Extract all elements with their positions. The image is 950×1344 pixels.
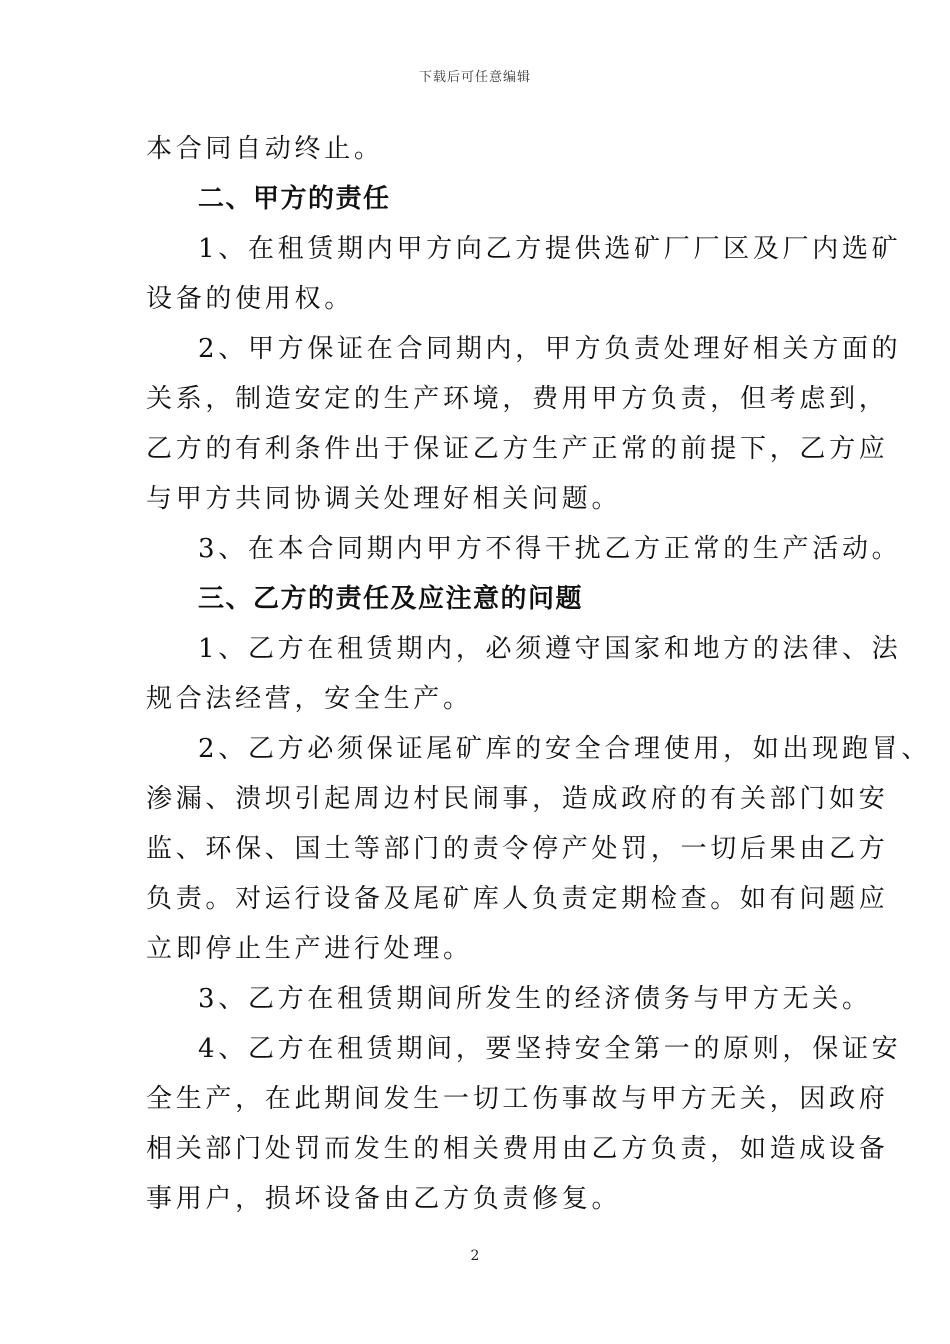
paragraph-line: 监、环保、国土等部门的责令停产处罚，一切后果由乙方 bbox=[146, 834, 889, 864]
paragraph-line: 立即停止生产进行处理。 bbox=[146, 934, 473, 964]
paragraph-line: 全生产，在此期间发生一切工伤事故与甲方无关，因政府 bbox=[146, 1084, 889, 1114]
paragraph-line: 2、甲方保证在合同期内，甲方负责处理好相关方面的 bbox=[198, 334, 902, 364]
paragraph-line: 设备的使用权。 bbox=[146, 284, 354, 314]
paragraph-line: 1、在租赁期内甲方向乙方提供选矿厂厂区及厂内选矿 bbox=[198, 234, 902, 264]
paragraph-line: 乙方的有利条件出于保证乙方生产正常的前提下，乙方应 bbox=[146, 434, 889, 464]
paragraph-line: 3、乙方在租赁期间所发生的经济债务与甲方无关。 bbox=[198, 984, 872, 1014]
paragraph-line: 本合同自动终止。 bbox=[146, 134, 384, 164]
paragraph-line: 1、乙方在租赁期内，必须遵守国家和地方的法律、法 bbox=[198, 634, 902, 664]
paragraph-line: 负责。对运行设备及尾矿库人负责定期检查。如有问题应 bbox=[146, 884, 889, 914]
paragraph-line: 规合法经营，安全生产。 bbox=[146, 684, 473, 714]
paragraph-line: 与甲方共同协调关处理好相关问题。 bbox=[146, 484, 622, 514]
document-body bbox=[146, 124, 932, 1224]
paragraph-line: 事用户，损坏设备由乙方负责修复。 bbox=[146, 1184, 622, 1214]
page-header: 下载后可任意编辑 bbox=[418, 70, 531, 85]
paragraph-line: 相关部门处罚而发生的相关费用由乙方负责，如造成设备 bbox=[146, 1134, 889, 1164]
paragraph-line: 4、乙方在租赁期间，要坚持安全第一的原则，保证安 bbox=[198, 1034, 902, 1064]
section-heading: 二、甲方的责任 bbox=[198, 184, 391, 214]
page-number: 2 bbox=[470, 1248, 480, 1264]
paragraph-line: 3、在本合同期内甲方不得干扰乙方正常的生产活动。 bbox=[198, 534, 902, 564]
paragraph-line: 2、乙方必须保证尾矿库的安全合理使用，如出现跑冒、 bbox=[198, 734, 932, 764]
section-heading: 三、乙方的责任及应注意的问题 bbox=[198, 584, 584, 614]
paragraph-line: 渗漏、溃坝引起周边村民闹事，造成政府的有关部门如安 bbox=[146, 784, 889, 814]
paragraph-line: 关系，制造安定的生产环境，费用甲方负责，但考虑到， bbox=[146, 384, 889, 414]
